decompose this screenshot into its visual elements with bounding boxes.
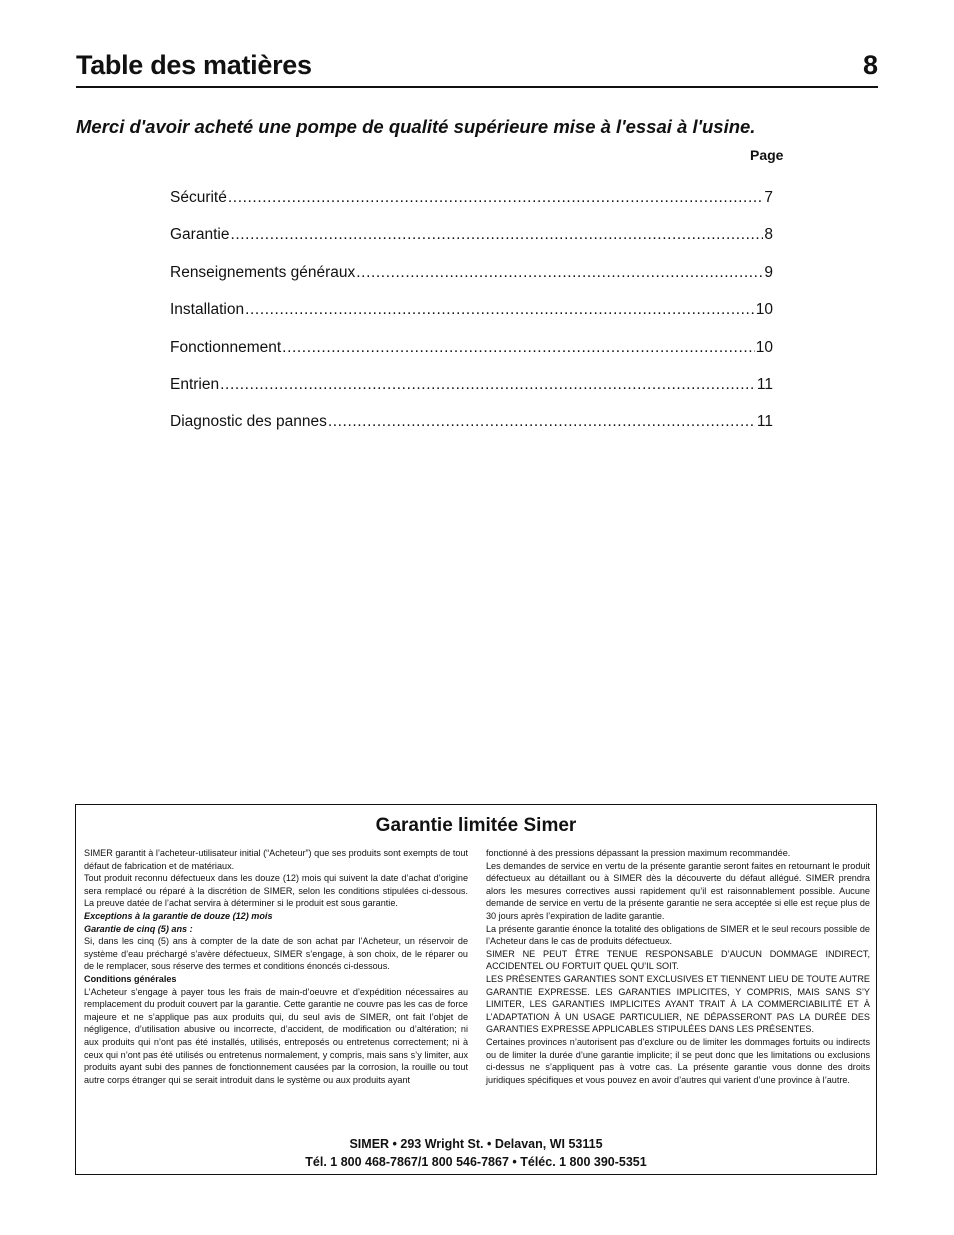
warranty-subheading: Exceptions à la garantie de douze (12) mois [84,910,273,921]
warranty-box [75,804,877,1175]
toc-entry-page: 8 [764,226,773,244]
toc-entry-page: 10 [755,338,773,356]
company-phones: Tél. 1 800 468-7867/1 800 546-7867 • Téléc. 1 800 390-5351 [305,1155,647,1169]
toc-entry-label: Sécurité [170,189,227,206]
warranty-title: Garantie limitée Simer [375,815,577,836]
warranty-contact-footer [76,1135,876,1171]
warranty-paragraph: Si, dans les cinq (5) ans à compter de la date de son achat par l’Acheteur, un réservoir de système d’eau préchargé s’avère défectueux, SIMER s’engage, à son choix, de le réparer ou de le remplacer, sous réserve des termes et conditions énoncés ci-dessous. [84,936,468,972]
warranty-paragraph: SIMER NE PEUT ÊTRE TENUE RESPONSABLE D’AUCUN DOMMAGE INDIRECT, ACCIDENTEL OU FORTUIT QUEL QU’IL SOIT. [486,948,870,972]
toc-entry-label: Garantie [170,226,230,244]
warranty-left-column [84,847,468,1086]
dot-leader [228,189,764,207]
toc-entry-garantie[interactable] [170,226,773,263]
warranty-subheading: Garantie de cinq (5) ans : [84,923,193,934]
warranty-paragraph: Les demandes de service en vertu de la présente garantie seront faites en retournant le produit défectueux au détaillant ou à SIMER dès la découverte du défaut allégué. SIMER prendra alors les mesures correctives aussi rapidement qu’il est raisonnablement possible. Aucune demande de service en vertu de la présente garantie ne sera acceptée si elle est reçue plus de 30 jours après l’expiration de ladite garantie. [486,860,870,921]
warranty-paragraph: LES PRÉSENTES GARANTIES SONT EXCLUSIVES ET TIENNENT LIEU DE TOUTE AUTRE GARANTIE EXPRESSE. LES GARANTIES IMPLICITES, Y COMPRIS, MAIS SANS S’Y LIMITER, LES GARANTIES IMPLICITES AYANT TRAIT À LA COMMERCIABILITÉ ET À L’ADAPTATION À UN USAGE PARTICULIER, NE DÉPASSERONT PAS LA DURÉE DES GARANTIES EXPRESSE APPLICABLES STIPULÉES DANS LES PRÉSENTES. [486,973,870,1035]
table-of-contents [170,189,773,451]
toc-entry-securite[interactable] [170,189,773,226]
dot-leader [356,264,763,282]
toc-page-column-label: Page [750,147,784,163]
dot-leader [245,301,755,319]
warranty-paragraph: SIMER garantit à l’acheteur-utilisateur initial (“Acheteur”) que ses produits sont exempts de tout défaut de fabrication et de matériaux. [84,848,468,871]
page-header [76,50,878,88]
warranty-right-column [486,847,870,1086]
page-number: 8 [862,50,878,80]
toc-entry-renseignements[interactable] [170,264,773,301]
warranty-paragraph: fonctionné à des pressions dépassant la pression maximum recommandée. [486,848,791,858]
toc-entry-diagnostic[interactable] [170,413,773,450]
toc-entry-page: 11 [756,375,773,393]
warranty-paragraph: L’Acheteur s’engage à payer tous les frais de main-d’oeuvre et d’expédition nécessaires au remplacement du produit couvert par la garantie. Cette garantie ne couvre pas les cas de force majeure et ne s’applique pas aux produits qui, du seul avis de SIMER, ont fait l’objet de négligence, d’utilisation abusive ou incorrecte, d’accident, de modification ou d’altération; ni aux produits qui n’ont pas été installés, utilisés, entreposés ou entretenus correctement; ni à ceux qui n’ont pas été utilisés ou entretenus normalement, y compris, mais sans s’y limiter, aux produits ayant subi des pannes de fonctionnement causées par la corrosion, la rouille ou tout autre corps étranger qui se serait introduit dans le système ou aux produits ayant [84,986,468,1085]
toc-entry-label: Renseignements généraux [170,263,356,281]
toc-entry-fonctionnement[interactable] [170,339,773,376]
dot-leader [328,413,756,431]
dot-leader [220,376,756,394]
warranty-paragraph: Certaines provinces n’autorisent pas d’exclure ou de limiter les dommages fortuits ou indirects ou de limiter la durée d’une garantie implicite; il se peut donc que les limitations ou exclusions ci-dessus ne s’appliquent pas à votre cas. La présente garantie vous donne des droits juridiques spécifiques et vous pouvez en avoir d’autres qui varient d’une province à l’autre. [486,1036,870,1085]
toc-entry-page: 7 [764,189,773,206]
toc-entry-installation[interactable] [170,301,773,338]
toc-entry-label: Diagnostic des pannes [170,413,327,431]
warranty-paragraph: La présente garantie énonce la totalité des obligations de SIMER et le seul recours possible de l’Acheteur dans le cas de produits défectueux. [486,923,870,947]
page-title: Table des matières [76,50,312,80]
toc-entry-page: 10 [755,301,773,319]
toc-entry-label: Entrien [170,375,220,393]
warranty-paragraph: Tout produit reconnu défectueux dans les douze (12) mois qui suivent la date d’achat d’origine sera remplacé ou réparé à la discrétion de SIMER, selon les conditions stipulées ci-dessous. La preuve datée de l’achat servira à déterminer si le produit est sous garantie. [84,873,468,909]
toc-entry-label: Installation [170,301,245,319]
warranty-subheading: Conditions générales [84,973,177,984]
toc-entry-page: 11 [756,413,773,431]
dot-leader [282,339,755,357]
toc-entry-page: 9 [764,263,773,281]
toc-entry-label: Fonctionnement [170,338,282,356]
dot-leader [230,226,763,244]
toc-entry-entrien[interactable] [170,376,773,413]
company-address: SIMER • 293 Wright St. • Delavan, WI 53115 [349,1137,603,1151]
tagline: Merci d'avoir acheté une pompe de qualité supérieure mise à l'essai à l'usine. [76,116,756,137]
